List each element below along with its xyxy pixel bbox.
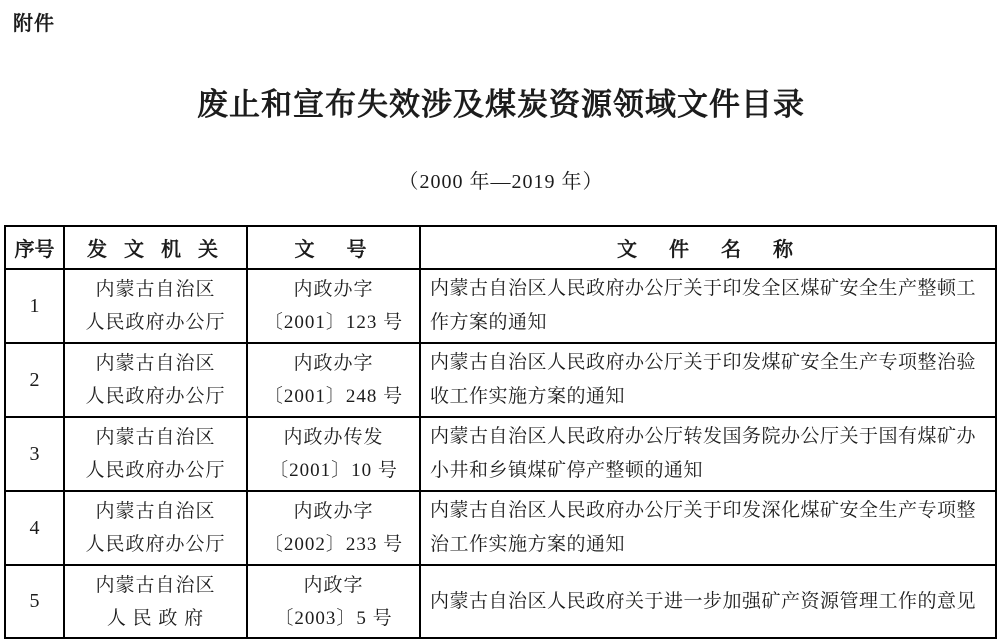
serial-number-cell: 4 — [5, 491, 64, 565]
header-serial-number: 序号 — [5, 226, 64, 269]
document-number-cell: 内政办字 〔2001〕123 号 — [247, 269, 420, 343]
issuing-agency-cell: 内蒙古自治区 人民政府办公厅 — [64, 417, 247, 491]
page-subtitle: （2000 年—2019 年） — [398, 171, 604, 193]
issuing-agency-cell: 内蒙古自治区 人民政府办公厅 — [64, 343, 247, 417]
issuing-agency-cell: 内蒙古自治区 人民政府办公厅 — [64, 491, 247, 565]
document-name-cell: 内蒙古自治区人民政府办公厅转发国务院办公厅关于国有煤矿办小井和乡镇煤矿停产整顿的通知 — [420, 417, 996, 491]
page-title: 废止和宣布失效涉及煤炭资源领域文件目录 — [197, 87, 805, 122]
document-number-cell: 内政办传发 〔2001〕10 号 — [247, 417, 420, 491]
issuing-agency-cell: 内蒙古自治区 人 民 政 府 — [64, 565, 247, 638]
document-name-cell: 内蒙古自治区人民政府办公厅关于印发全区煤矿安全生产整顿工作方案的通知 — [420, 269, 996, 343]
document-name-cell: 内蒙古自治区人民政府关于进一步加强矿产资源管理工作的意见 — [420, 565, 996, 638]
serial-number-cell: 1 — [5, 269, 64, 343]
document-name-cell: 内蒙古自治区人民政府办公厅关于印发煤矿安全生产专项整治验收工作实施方案的通知 — [420, 343, 996, 417]
serial-number-cell: 3 — [5, 417, 64, 491]
serial-number-cell: 2 — [5, 343, 64, 417]
header-issuing-agency: 发 文 机 关 — [64, 226, 247, 269]
attachment-label: 附件 — [13, 13, 55, 35]
table-body — [5, 269, 996, 638]
issuing-agency-cell: 内蒙古自治区 人民政府办公厅 — [64, 269, 247, 343]
document-number-cell: 内政办字 〔2002〕233 号 — [247, 491, 420, 565]
document-name-cell: 内蒙古自治区人民政府办公厅关于印发深化煤矿安全生产专项整治工作实施方案的通知 — [420, 491, 996, 565]
serial-number-cell: 5 — [5, 565, 64, 638]
table-row — [5, 565, 996, 638]
header-document-number: 文 号 — [247, 226, 420, 269]
table-row — [5, 491, 996, 565]
document-catalog-table — [4, 225, 997, 639]
table-row — [5, 269, 996, 343]
table-row — [5, 343, 996, 417]
table-header-row — [5, 226, 996, 269]
document-number-cell: 内政字 〔2003〕5 号 — [247, 565, 420, 638]
header-document-name: 文 件 名 称 — [420, 226, 996, 269]
table-row — [5, 417, 996, 491]
document-number-cell: 内政办字 〔2001〕248 号 — [247, 343, 420, 417]
